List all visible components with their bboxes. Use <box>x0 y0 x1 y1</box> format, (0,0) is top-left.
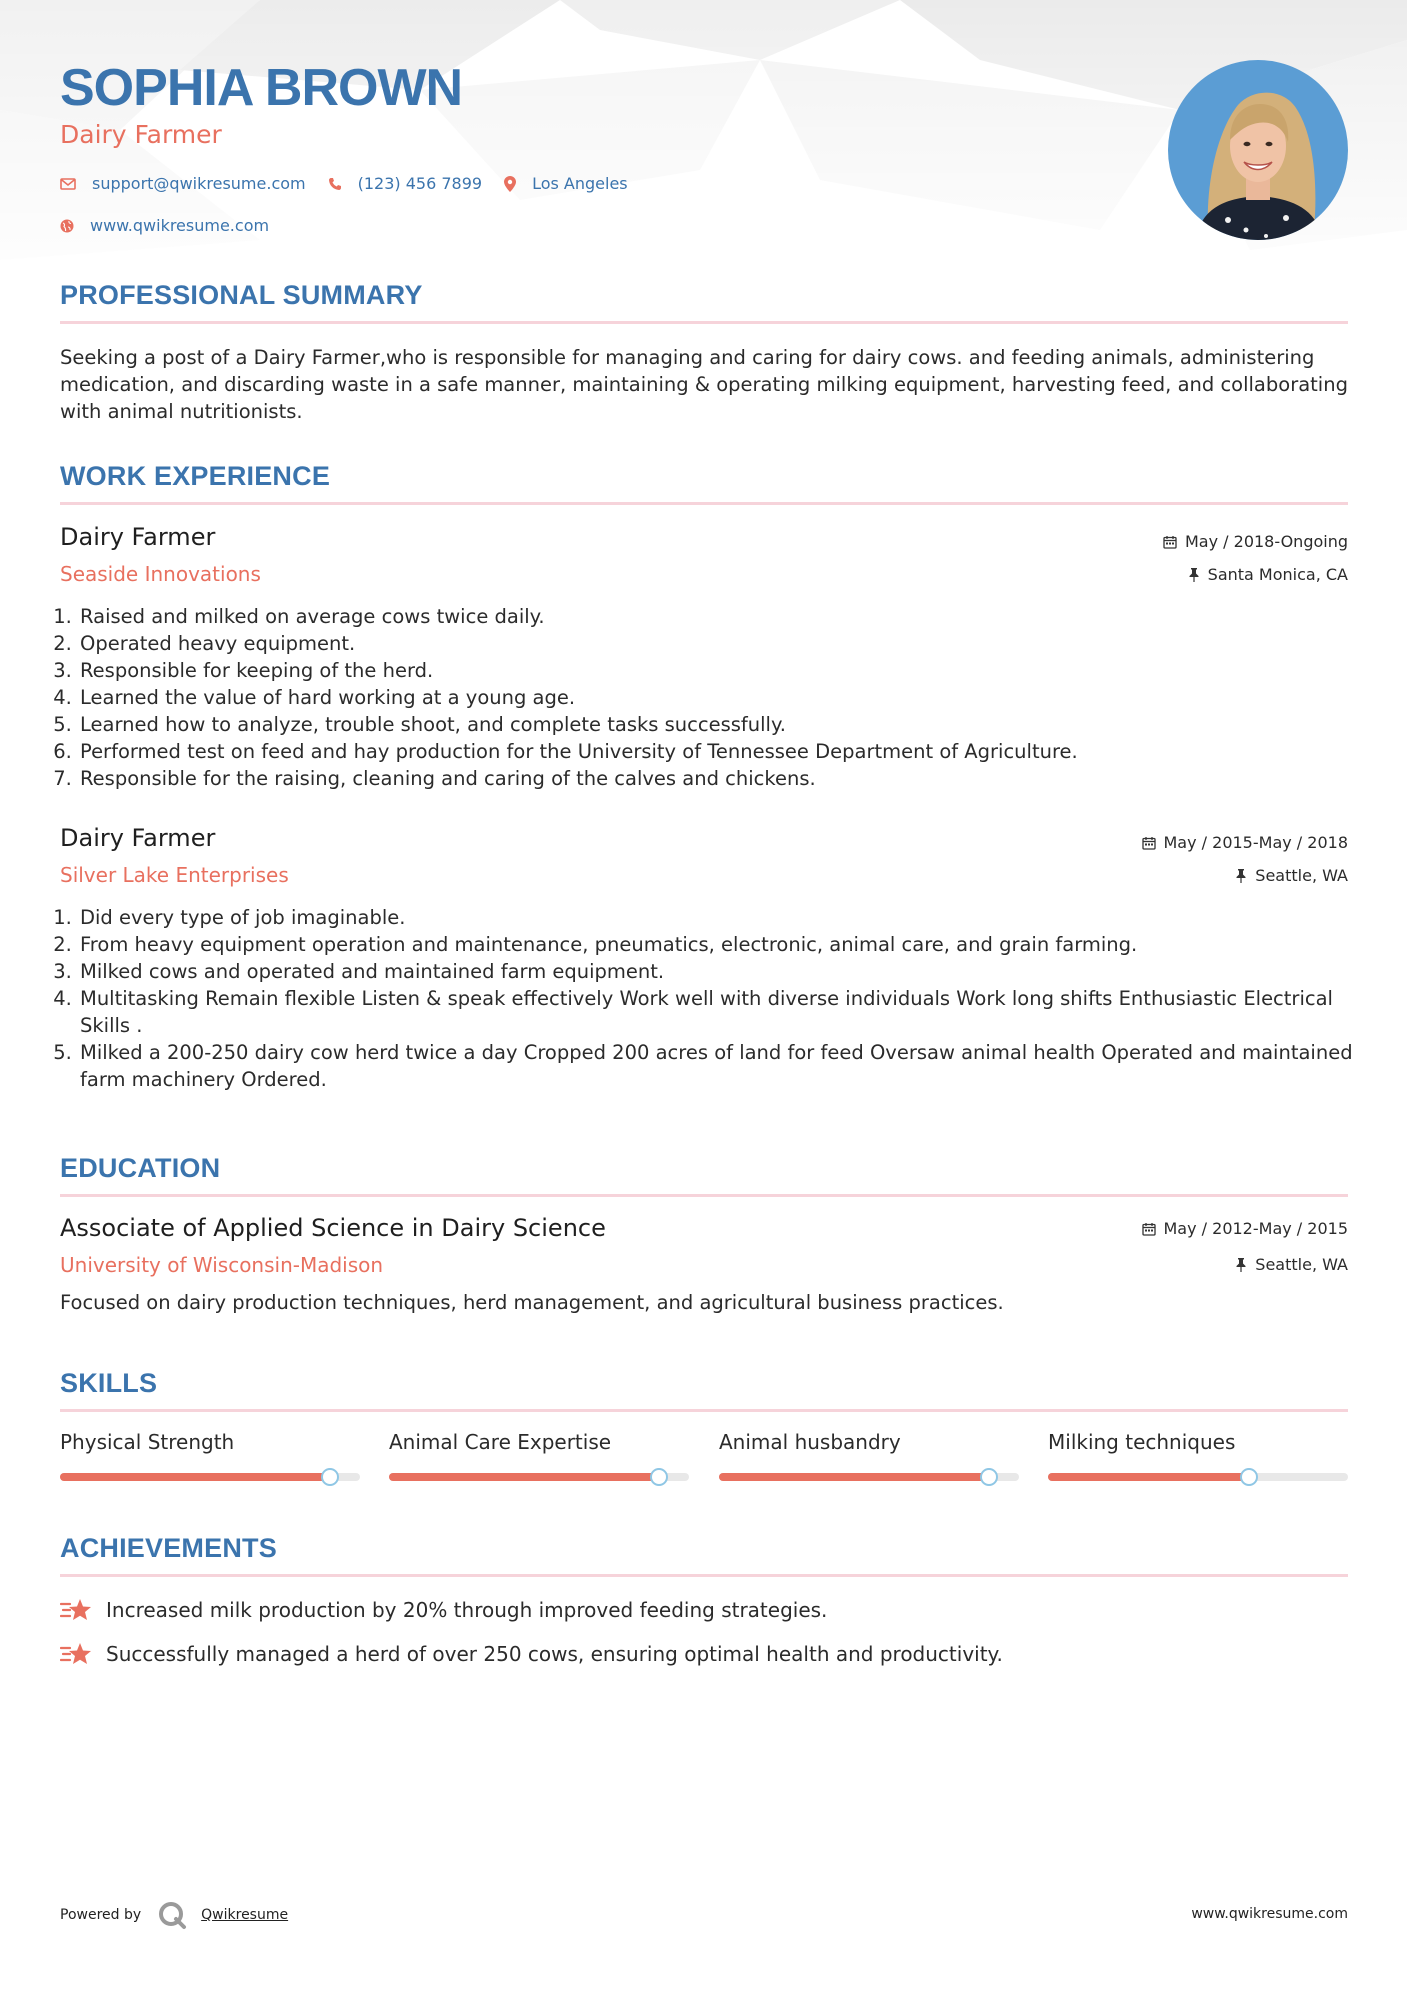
candidate-role: Dairy Farmer <box>60 120 222 149</box>
pushpin-icon <box>1235 869 1247 883</box>
section-divider <box>60 1574 1348 1577</box>
education-date <box>1142 1219 1349 1238</box>
job-2-task: 1. Did every type of job imaginable. <box>78 904 1366 931</box>
job-1-task: 7. Responsible for the raising, cleaning and caring of the calves and chickens. <box>78 765 1366 792</box>
skill-level-knob <box>980 1468 998 1486</box>
footer-powered-by <box>60 1900 288 1930</box>
skill-level-track <box>60 1473 360 1481</box>
education-school: University of Wisconsin-Madison <box>60 1253 384 1277</box>
calendar-icon <box>1163 535 1177 549</box>
skill-level-track <box>719 1473 1019 1481</box>
star-icon <box>60 1641 92 1667</box>
section-divider <box>60 1409 1348 1412</box>
job-2-date <box>1142 833 1349 852</box>
calendar-icon <box>1142 836 1156 850</box>
contact-phone-text: (123) 456 7899 <box>357 174 483 193</box>
education-location <box>1235 1255 1348 1274</box>
skill-level-track <box>389 1473 689 1481</box>
job-2-task-list <box>60 904 1366 1093</box>
skill-item <box>60 1430 360 1454</box>
job-2-task: 2. From heavy equipment operation and maintenance, pneumatics, electronic, animal care, and grain farming. <box>78 931 1366 958</box>
skill-name: Animal husbandry <box>719 1430 901 1454</box>
skill-level-knob <box>321 1468 339 1486</box>
pushpin-icon <box>1188 568 1200 582</box>
contact-location <box>504 174 628 193</box>
job-1-task: 4. Learned the value of hard working at a young age. <box>78 684 1366 711</box>
education-description: Focused on dairy production techniques, herd management, and agricultural business practices. <box>60 1291 1004 1314</box>
job-1-task: 6. Performed test on feed and hay production for the University of Tennessee Department of Agriculture. <box>78 738 1366 765</box>
skill-name: Milking techniques <box>1048 1430 1236 1454</box>
qwikresume-logo-icon <box>157 1900 187 1930</box>
footer-website[interactable]: www.qwikresume.com <box>1191 1906 1348 1922</box>
job-2-date-text: May / 2015-May / 2018 <box>1163 833 1348 852</box>
contact-phone[interactable] <box>328 174 482 193</box>
contact-email[interactable] <box>60 174 306 193</box>
job-2-company: Silver Lake Enterprises <box>60 863 289 887</box>
footer-brand-link[interactable]: Qwikresume <box>201 1907 289 1923</box>
envelope-icon <box>60 178 76 190</box>
achievements-heading: ACHIEVEMENTS <box>60 1533 277 1563</box>
skill-item <box>1048 1430 1348 1454</box>
contact-website-text: www.qwikresume.com <box>90 216 270 235</box>
calendar-icon <box>1142 1222 1156 1236</box>
job-1-location-text: Santa Monica, CA <box>1207 565 1348 584</box>
candidate-name: SOPHIA BROWN <box>60 59 463 117</box>
skill-item <box>719 1430 1019 1454</box>
job-2-task: 3. Milked cows and operated and maintained farm equipment. <box>78 958 1366 985</box>
experience-heading: WORK EXPERIENCE <box>60 461 331 491</box>
section-divider <box>60 321 1348 324</box>
job-1-title: Dairy Farmer <box>60 523 216 551</box>
section-divider <box>60 502 1348 505</box>
skill-level-fill <box>719 1473 989 1481</box>
skill-name: Physical Strength <box>60 1430 235 1454</box>
pushpin-icon <box>1235 1258 1247 1272</box>
education-degree: Associate of Applied Science in Dairy Science <box>60 1214 606 1242</box>
skills-heading: SKILLS <box>60 1368 158 1398</box>
contact-website[interactable] <box>60 216 269 235</box>
summary-heading: PROFESSIONAL SUMMARY <box>60 280 423 310</box>
education-location-text: Seattle, WA <box>1255 1255 1348 1274</box>
education-date-text: May / 2012-May / 2015 <box>1163 1219 1348 1238</box>
skill-level-fill <box>1048 1473 1249 1481</box>
contact-location-text: Los Angeles <box>532 174 628 193</box>
job-1-date <box>1163 532 1348 551</box>
job-2-title: Dairy Farmer <box>60 824 216 852</box>
achievement-text: Increased milk production by 20% through improved feeding strategies. <box>106 1598 828 1622</box>
job-2-location <box>1235 866 1348 885</box>
job-2-location-text: Seattle, WA <box>1255 866 1348 885</box>
skill-level-knob <box>1240 1468 1258 1486</box>
phone-icon <box>328 177 342 191</box>
job-1-task-list <box>60 603 1366 792</box>
star-icon <box>60 1597 92 1623</box>
skill-item <box>389 1430 689 1454</box>
job-2-task: 5. Milked a 200-250 dairy cow herd twice a day Cropped 200 acres of land for feed Oversaw animal health Operated and maintained farm machinery Ordered. <box>78 1039 1366 1093</box>
profile-photo <box>1168 60 1348 240</box>
achievement-item <box>60 1597 827 1623</box>
contact-email-text: support@qwikresume.com <box>92 174 306 193</box>
achievement-item <box>60 1641 1003 1667</box>
contact-row-website <box>60 216 291 235</box>
summary-text: Seeking a post of a Dairy Farmer,who is responsible for managing and caring for dairy cows. and feeding animals, administering medication, and discarding waste in a safe manner, maintaining & operating milking equipment, harvesting feed, and collaborating with animal nutritionists. <box>60 346 1348 423</box>
job-2-task: 4. Multitasking Remain flexible Listen & speak effectively Work well with diverse individuals Work long shifts Enthusiastic Electrical Skills . <box>78 985 1366 1039</box>
job-1-task: 3. Responsible for keeping of the herd. <box>78 657 1366 684</box>
powered-by-label: Powered by <box>60 1907 142 1923</box>
skill-name: Animal Care Expertise <box>389 1430 612 1454</box>
achievement-text: Successfully managed a herd of over 250 cows, ensuring optimal health and productivity. <box>106 1642 1003 1666</box>
map-pin-icon <box>504 176 516 192</box>
skill-level-track <box>1048 1473 1348 1481</box>
skill-level-fill <box>389 1473 659 1481</box>
job-1-location <box>1188 565 1348 584</box>
profile-photo-illustration <box>1168 60 1348 240</box>
job-1-task: 2. Operated heavy equipment. <box>78 630 1366 657</box>
job-1-task: 5. Learned how to analyze, trouble shoot, and complete tasks successfully. <box>78 711 1366 738</box>
skill-level-fill <box>60 1473 330 1481</box>
section-divider <box>60 1194 1348 1197</box>
job-1-date-text: May / 2018-Ongoing <box>1185 532 1348 551</box>
job-1-company: Seaside Innovations <box>60 562 261 586</box>
education-heading: EDUCATION <box>60 1153 221 1183</box>
skill-level-knob <box>650 1468 668 1486</box>
contact-row <box>60 174 650 193</box>
globe-icon <box>60 219 74 233</box>
job-1-task: 1. Raised and milked on average cows twice daily. <box>78 603 1366 630</box>
